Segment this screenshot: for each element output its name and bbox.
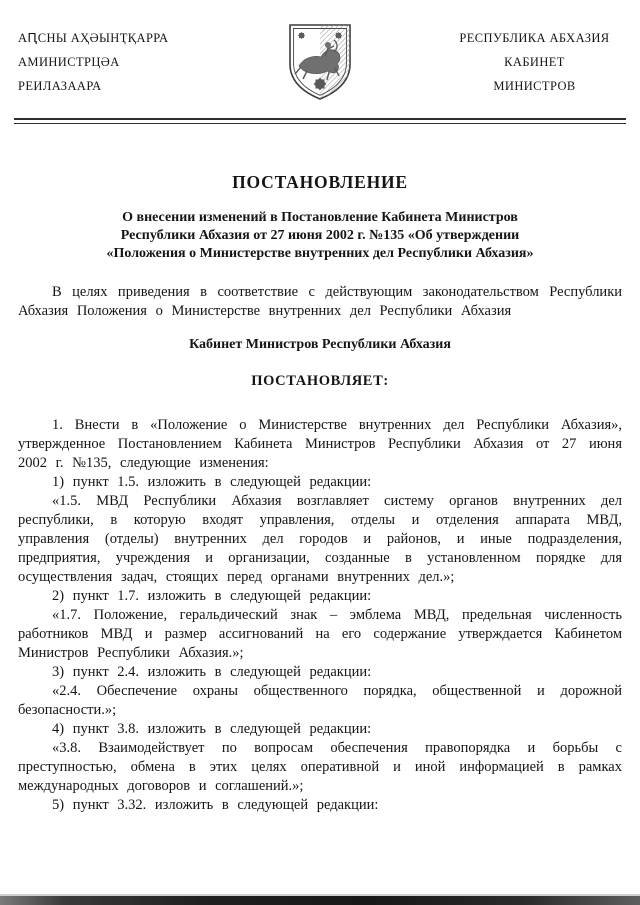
body-paragraph: «1.7. Положение, геральдический знак – эмблема МВД, предельная численность работников МВД и размер ассигнований на его содержание утверждается Кабинетом Министров Республики Абхазия.»;	[18, 607, 622, 661]
subtitle-line: О внесении изменений в Постановление Кабинета Министров	[122, 210, 518, 225]
letterhead-line: РЕСПУБЛИКА АБХАЗИЯ	[459, 31, 610, 45]
letterhead-line: МИНИСТРОВ	[493, 79, 576, 93]
coat-of-arms-icon	[287, 22, 353, 102]
header-divider	[14, 118, 626, 124]
body-paragraph: 5) пункт 3.32. изложить в следующей редакции:	[52, 797, 379, 813]
issuer-line: Кабинет Министров Республики Абхазия	[189, 337, 451, 352]
body-paragraph: 4) пункт 3.8. изложить в следующей редакции:	[52, 721, 372, 737]
body-paragraph: 3) пункт 2.4. изложить в следующей редакции:	[52, 664, 372, 680]
document-subtitle	[30, 209, 610, 263]
body-paragraph: 2) пункт 1.7. изложить в следующей редакции:	[52, 588, 372, 604]
body-paragraph: «2.4. Обеспечение охраны общественного порядка, общественной и дорожной безопасности.»;	[18, 683, 622, 718]
letterhead-abkhaz-block	[18, 26, 168, 98]
body-paragraph: «3.8. Взаимодействует по вопросам обеспечения правопорядка и борьбы с преступностью, обмена в этих целях оперативной и иной информацией в рамках международных договоров и соглашений.»;	[18, 740, 622, 794]
body-paragraph: 1) пункт 1.5. изложить в следующей редакции:	[52, 474, 372, 490]
document-body	[18, 416, 622, 815]
body-paragraph: «1.5. МВД Республики Абхазия возглавляет систему органов внутренних дел республики, в которую входят управления, отделы и отделения аппарата МВД, управления (отделы) внутренних дел городов и районов, и иные подразделения, предприятия, учреждения и организации, созданные в установленном порядке для осуществления задач, стоящих перед органами внутренних дел.»;	[18, 493, 622, 585]
subtitle-line: Республики Абхазия от 27 июня 2002 г. №135 «Об утверждении	[120, 228, 520, 243]
resolves-line: ПОСТАНОВЛЯЕТ:	[251, 373, 389, 389]
letterhead-line: РЕИЛАЗААРА	[18, 79, 102, 93]
document-title: ПОСТАНОВЛЕНИЕ	[232, 172, 408, 192]
subtitle-line: «Положения о Министерстве внутренних дел Республики Абхазия»	[106, 246, 534, 261]
preamble-paragraph: В целях приведения в соответствие с действующим законодательством Республики Абхазия Положения о Министерстве внутренних дел Республики Абхазия	[18, 284, 622, 319]
body-paragraph: 1. Внести в «Положение о Министерстве внутренних дел Республики Абхазия», утвержденное Постановлением Кабинета Министров Республики Абхазия от 27 июня 2002 г. №135, следующие изменения:	[18, 417, 622, 471]
scan-edge-bottom	[0, 896, 640, 905]
letterhead-russian-block	[447, 26, 622, 98]
letterhead-line: КАБИНЕТ	[504, 55, 565, 69]
letterhead-line: АМИНИСТРЦӘА	[18, 55, 120, 69]
letterhead-line: АԤСНЫ АҲӘЫНҬҚАРРА	[18, 31, 169, 45]
